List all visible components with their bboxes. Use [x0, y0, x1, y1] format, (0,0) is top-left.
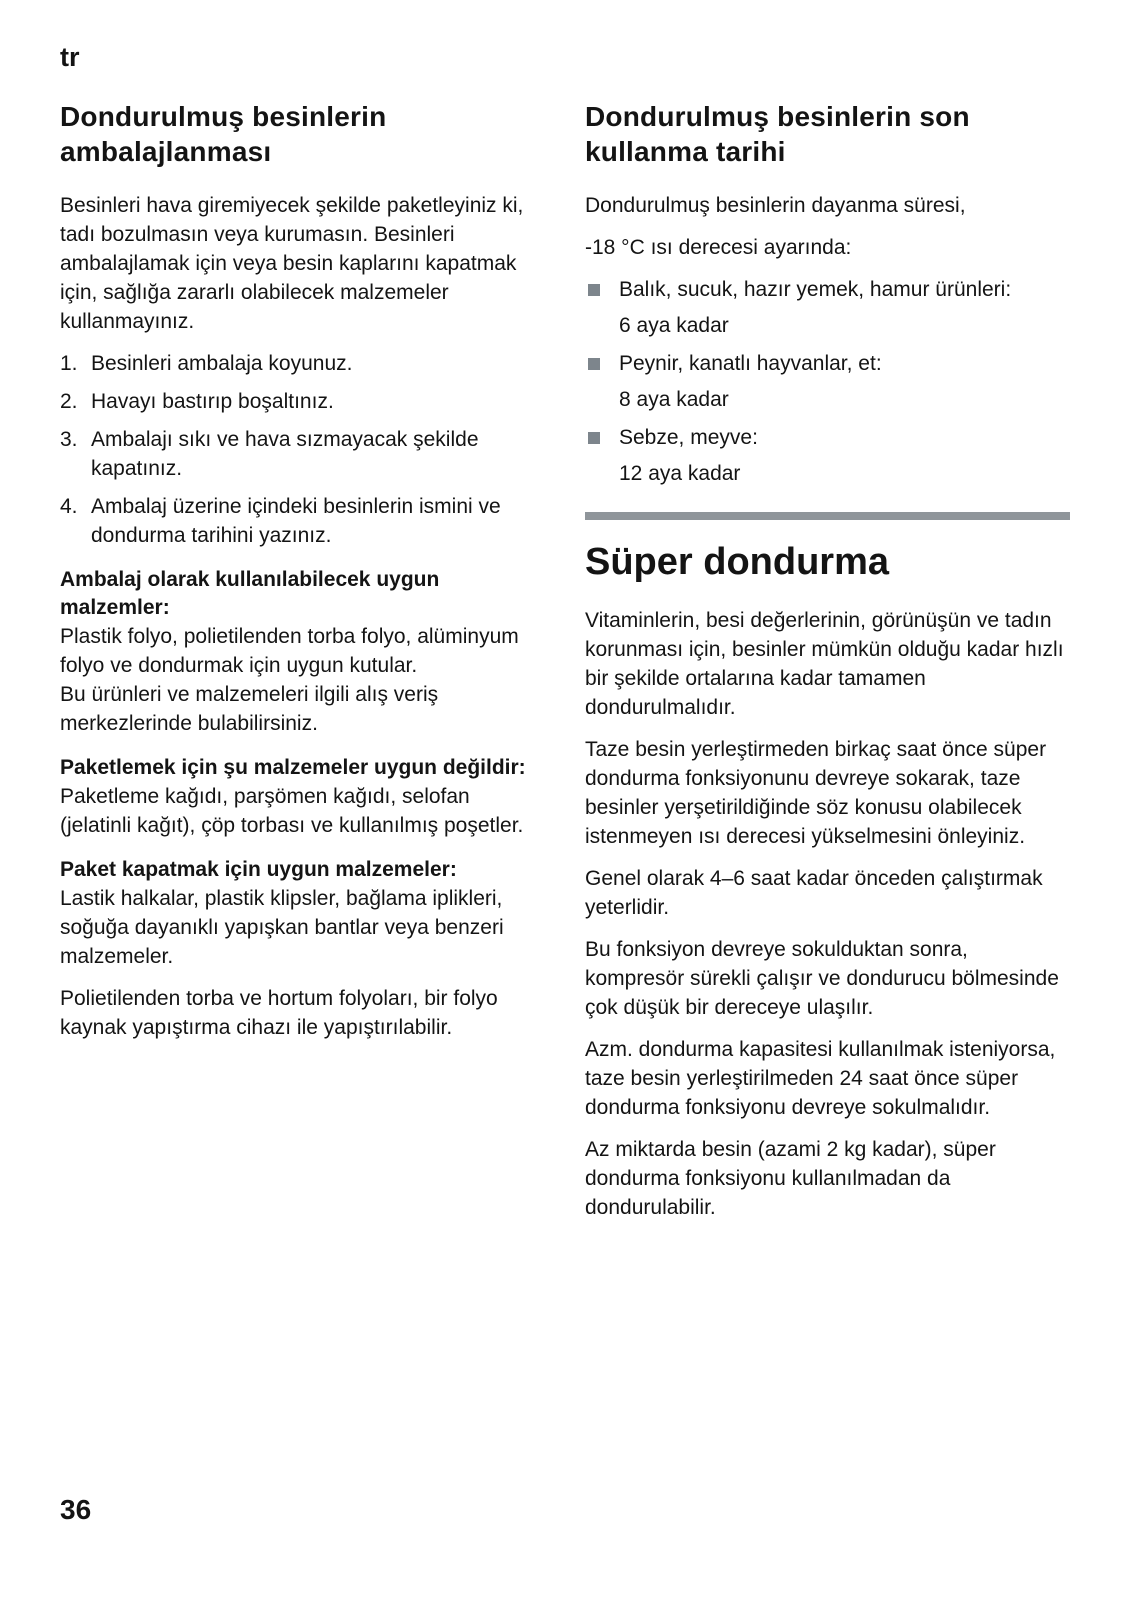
storage-duration-value: 8 aya kadar [619, 388, 729, 411]
subheading-suitable-packaging: Ambalaj olarak kullanılabilecek uygun malzemler: [60, 568, 440, 619]
storage-duration-value: 6 aya kadar [619, 314, 729, 337]
paragraph: Genel olarak 4–6 saat kadar önceden çalıştırmak yeterlidir. [585, 867, 1043, 919]
step-number: 2. [60, 390, 78, 413]
paragraph: Azm. dondurma kapasitesi kullanılmak isteniyorsa, taze besin yerleştirilmeden 24 saat önce süper dondurma fonksiyonu devreye sokulmalıdır. [585, 1038, 1056, 1119]
list-item [585, 349, 1070, 414]
paragraph: Az miktarda besin (azami 2 kg kadar), süper dondurma fonksiyonu kullanılmadan da dondurulabilir. [585, 1138, 996, 1219]
list-item-body [619, 349, 1070, 414]
paragraph: Lastik halkalar, plastik klipsler, bağlama iplikleri, soğuğa dayanıklı yapışkan bantlar veya benzeri malzemeler. [60, 887, 504, 968]
list-item-body [619, 423, 1070, 488]
paragraph: Plastik folyo, polietilenden torba folyo, alüminyum folyo ve dondurmak için uygun kutular. [60, 625, 519, 677]
expiry-intro-paragraph: Dondurulmuş besinlerin dayanma süresi, [585, 194, 966, 217]
step-number: 4. [60, 495, 78, 518]
step-item [60, 425, 545, 483]
food-category-label: Sebze, meyve: [619, 426, 758, 449]
step-item [60, 492, 545, 550]
temperature-condition-line: -18 °C ısı derecesi ayarında: [585, 236, 852, 259]
step-text: Havayı bastırıp boşaltınız. [91, 390, 334, 413]
list-item [585, 423, 1070, 488]
section-divider [585, 512, 1070, 520]
food-category-label: Balık, sucuk, hazır yemek, hamur ürünleri: [619, 278, 1012, 301]
heading-expiry-date: Dondurulmuş besinlerin son kullanma tarihi [585, 101, 970, 167]
language-marker: tr [60, 42, 80, 72]
food-category-label: Peynir, kanatlı hayvanlar, et: [619, 352, 882, 375]
content-columns [60, 99, 1070, 1235]
paragraph: Bu fonksiyon devreye sokulduktan sonra, kompresör sürekli çalışır ve dondurucu bölmesinde çok düşük bir dereceye ulaşılır. [585, 938, 1059, 1019]
step-text: Ambalaj üzerine içindeki besinlerin ismini ve dondurma tarihini yazınız. [91, 495, 501, 547]
paragraph: Taze besin yerleştirmeden birkaç saat önce süper dondurma fonksiyonunu devreye sokarak, taze besinler yerşetirildiğinde söz konusu olabilecek istenmeyen ısı derecesi yükselmesini önleyiniz. [585, 738, 1047, 848]
paragraph: Vitaminlerin, besi değerlerinin, görünüşün ve tadın korunması için, besinler mümkün olduğu kadar hızlı bir şekilde ortalarına kadar tamamen dondurulmalıdır. [585, 609, 1064, 719]
sealing-outro-paragraph: Polietilenden torba ve hortum folyoları, bir folyo kaynak yapıştırma cihazı ile yapıştırılabilir. [60, 987, 498, 1039]
subheading-sealing-materials: Paket kapatmak için uygun malzemeler: [60, 858, 457, 881]
step-text: Besinleri ambalaja koyunuz. [91, 352, 353, 375]
page-number: 36 [60, 1494, 92, 1525]
storage-duration-list [585, 275, 1070, 488]
step-item [60, 349, 545, 378]
step-item [60, 387, 545, 416]
step-number: 3. [60, 428, 78, 451]
right-column [585, 99, 1070, 1235]
paragraph: Paketleme kağıdı, parşömen kağıdı, selofan (jelatinli kağıt), çöp torbası ve kullanılmış poşetler. [60, 785, 524, 837]
step-number: 1. [60, 352, 78, 375]
step-text: Ambalajı sıkı ve hava sızmayacak şekilde kapatınız. [91, 428, 479, 480]
square-bullet-icon [588, 432, 600, 444]
packaging-intro-paragraph: Besinleri hava giremiyecek şekilde paketleyiniz ki, tadı bozulmasın veya kurumasın. Besinleri ambalajlamak için veya besin kaplarını kapatmak için, sağlığa zararlı olabilecek malzemeler kullanmayınız. [60, 194, 524, 333]
list-item-body [619, 275, 1070, 340]
heading-super-freeze: Süper dondurma [585, 541, 890, 583]
square-bullet-icon [588, 284, 600, 296]
square-bullet-icon [588, 358, 600, 370]
paragraph: Bu ürünleri ve malzemeleri ilgili alış veriş merkezlerinde bulabilirsiniz. [60, 683, 439, 735]
heading-packaging: Dondurulmuş besinlerin ambalajlanması [60, 101, 387, 167]
left-column [60, 99, 545, 1055]
subheading-unsuitable-packaging: Paketlemek için şu malzemeler uygun değildir: [60, 756, 526, 779]
storage-duration-value: 12 aya kadar [619, 462, 741, 485]
list-item [585, 275, 1070, 340]
packaging-steps-list [60, 349, 545, 550]
